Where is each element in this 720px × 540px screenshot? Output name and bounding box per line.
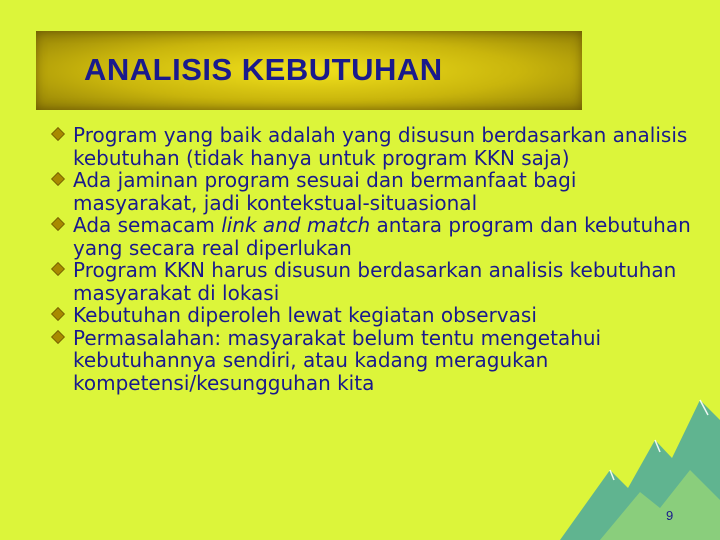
- bullet-text-italic: link and match: [221, 213, 371, 237]
- bullet-text-post: antara program dan kebutuhan yang secara real diperlukan: [73, 213, 691, 260]
- bullet-text: Permasalahan: masyarakat belum tentu mengetahui kebutuhannya sendiri, atau kadang meragukan kompetensi/kesungguhan kita: [73, 325, 602, 395]
- bullet-text: Kebutuhan diperoleh lewat kegiatan observasi: [73, 303, 537, 327]
- bullet-text: Ada jaminan program sesuai dan bermanfaat bagi masyarakat, jadi kontekstual-situasional: [73, 168, 577, 215]
- bullet-text: Program KKN harus disusun berdasarkan analisis kebutuhan masyarakat di lokasi: [73, 258, 677, 305]
- page-number: 9: [666, 508, 674, 523]
- bullet-text-pre: Ada semacam: [73, 213, 222, 237]
- bullet-text: Program yang baik adalah yang disusun berdasarkan analisis kebutuhan (tidak hanya untuk program KKN saja): [73, 123, 688, 170]
- slide-title: ANALISIS KEBUTUHAN: [84, 52, 443, 87]
